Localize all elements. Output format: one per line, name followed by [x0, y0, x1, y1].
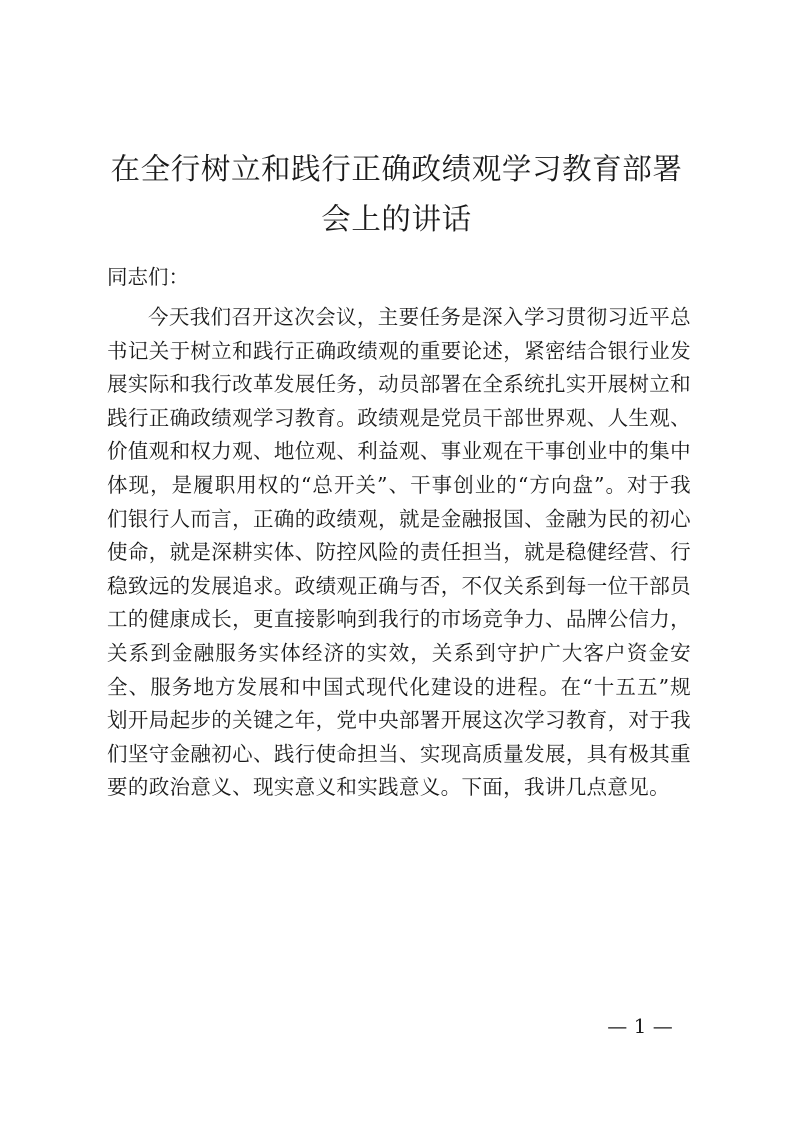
body-paragraph: 今天我们召开这次会议，主要任务是深入学习贯彻习近平总书记关于树立和践行正确政绩观的重要论述，紧密结合银行业发展实际和我行改革发展任务，动员部署在全系统扎实开展树立和践行正确政绩观学习教育。政绩观是党员干部世界观、人生观、价值观和权力观、地位观、利益观、事业观在干事创业中的集中体现，是履职用权的“总开关”、干事创业的“方向盘”。对于我们银行人而言，正确的政绩观，就是金融报国、金融为民的初心使命，就是深耕实体、防控风险的责任担当，就是稳健经营、行稳致远的发展追求。政绩观正确与否，不仅关系到每一位干部员工的健康成长，更直接影响到我行的市场竞争力、品牌公信力，关系到金融服务实体经济的实效，关系到守护广大客户资金安全、服务地方发展和中国式现代化建设的进程。在“十五五”规划开局起步的关键之年，党中央部署开展这次学习教育，对于我们坚守金融初心、践行使命担当、实现高质量发展，具有极其重要的政治意义、现实意义和实践意义。下面，我讲几点意见。 [107, 305, 691, 800]
salutation: 同志们： [107, 265, 189, 289]
page-number: — 1 — [607, 1014, 673, 1038]
document-title: 在全行树立和践行正确政绩观学习教育部署会上的讲话 [110, 152, 683, 236]
